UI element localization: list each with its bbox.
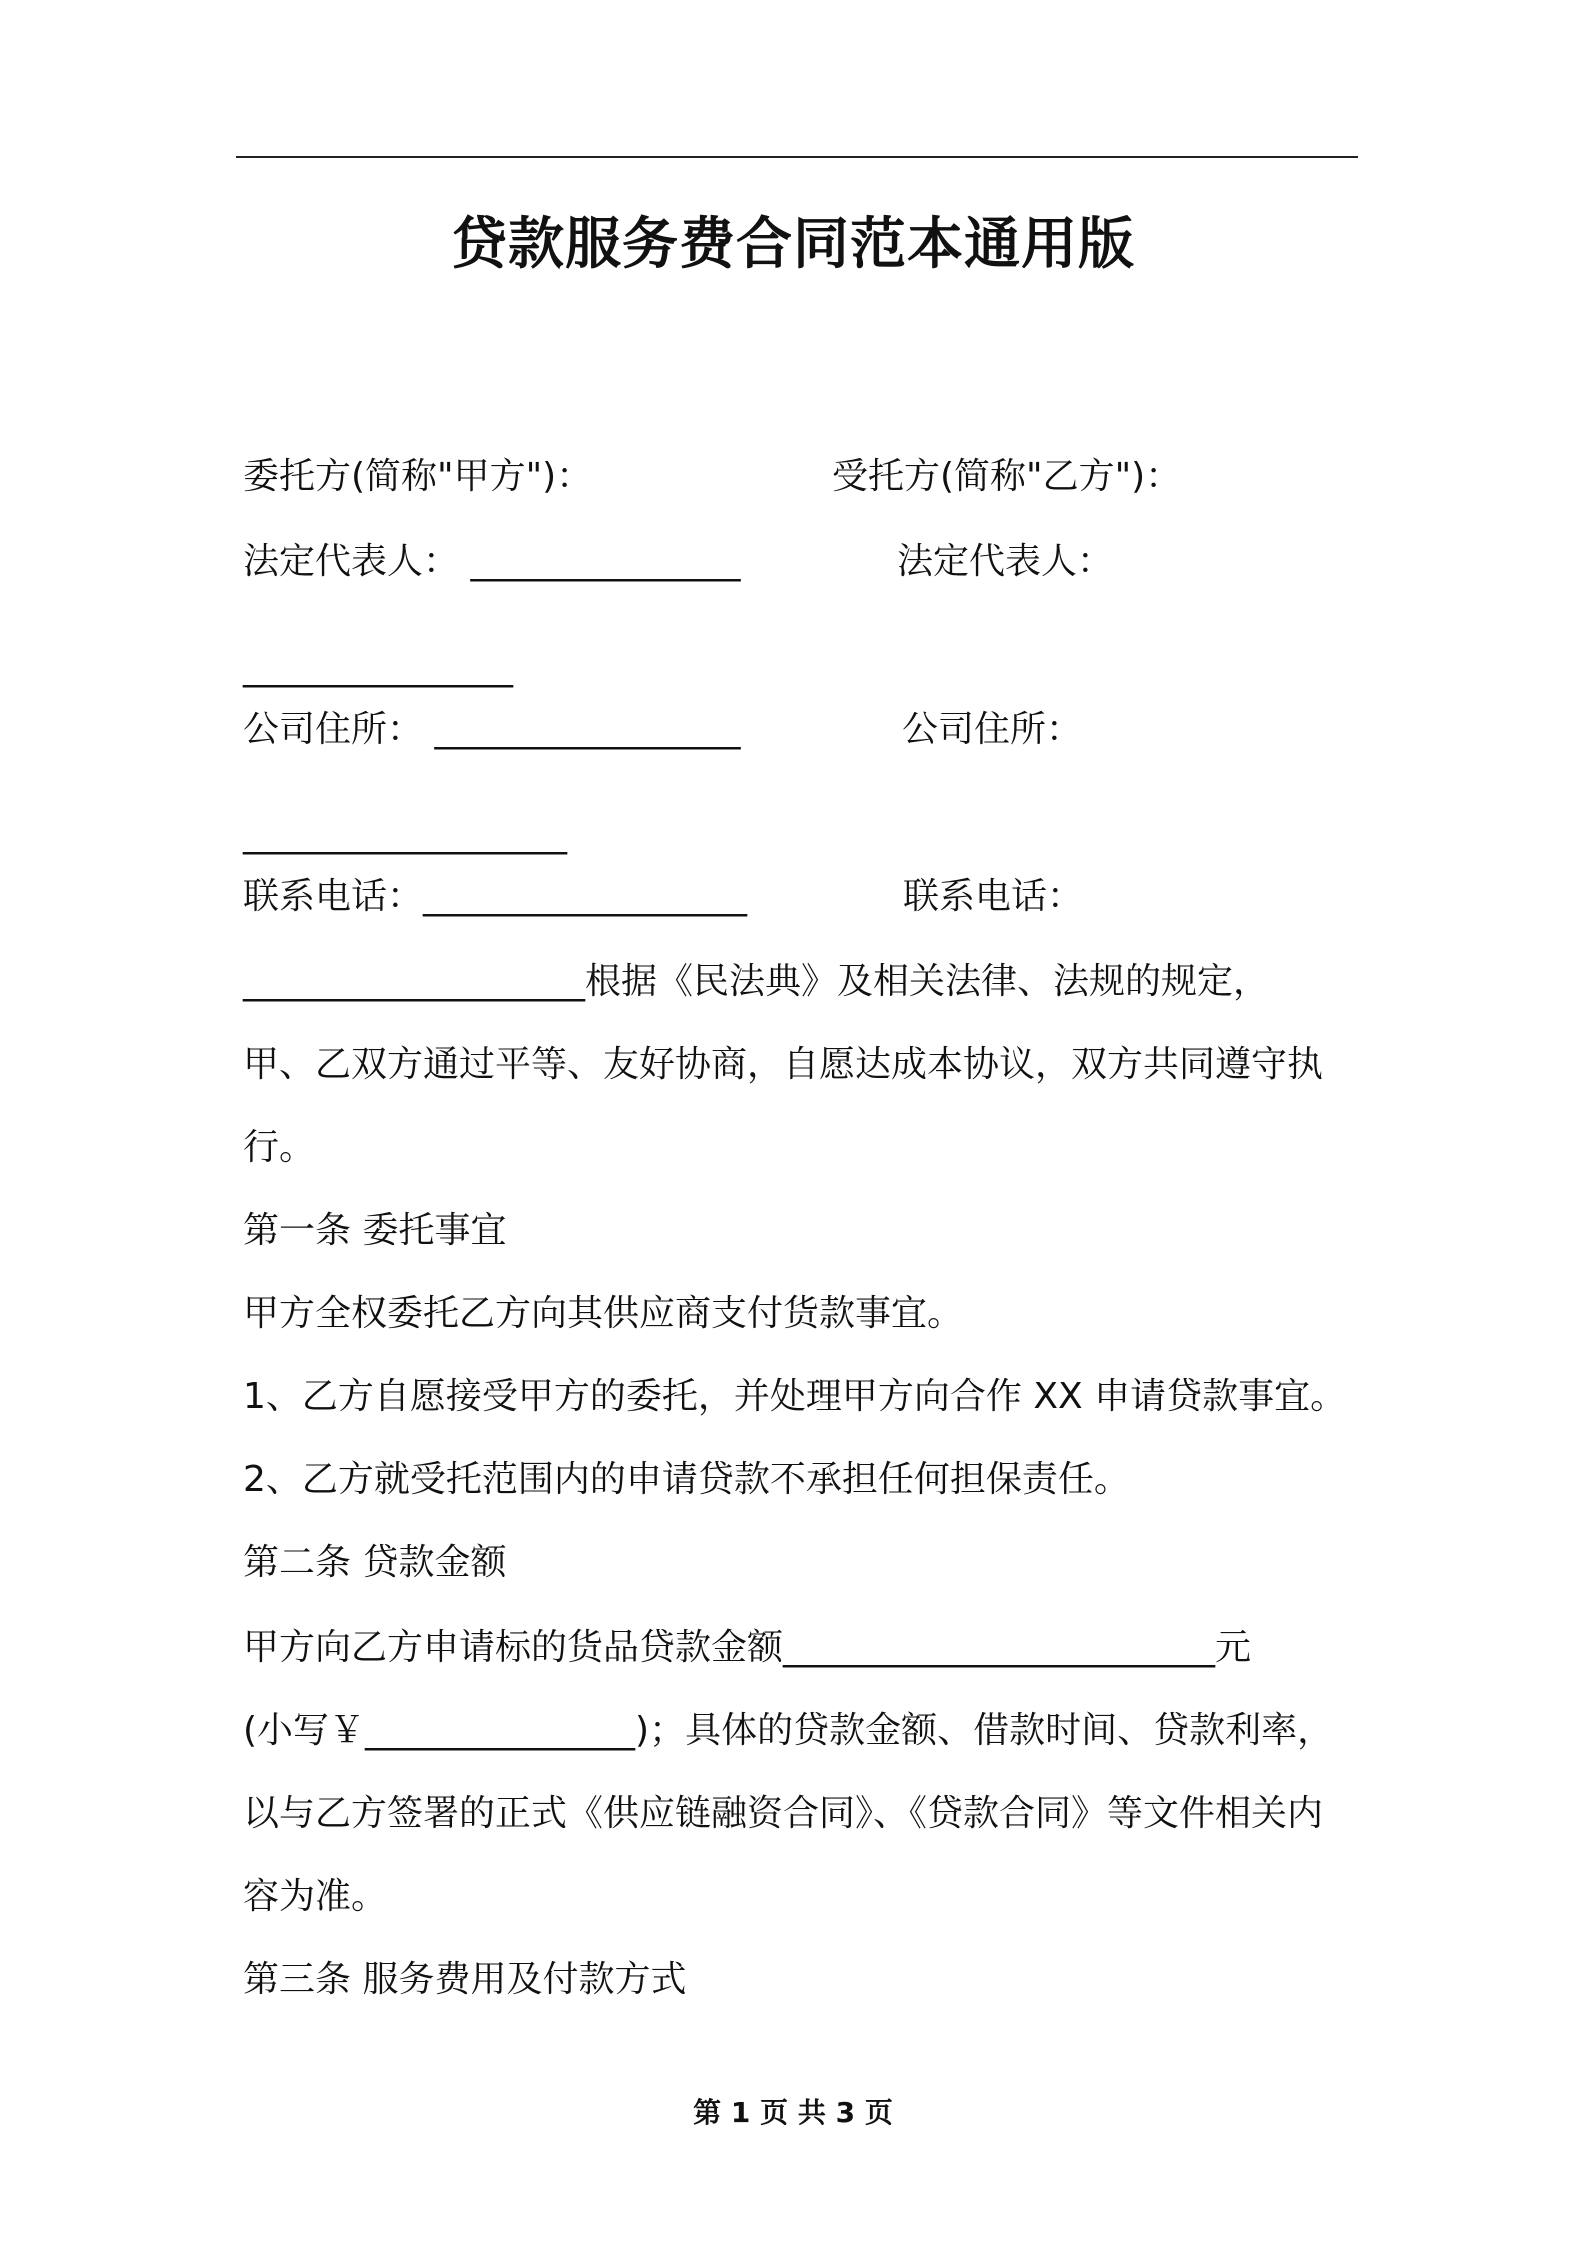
page-footer: 第 1 页 共 3 页 [693, 2096, 893, 2129]
intro-line-2: 甲、乙双方通过平等、友好协商，自愿达成本协议，双方共同遵守执 [243, 1044, 1324, 1085]
address-a: 公司住所： _________________ [243, 709, 741, 750]
article-2-line-2: (小写￥_______________)；具体的贷款金额、借款时间、贷款利率， [243, 1710, 1334, 1751]
header-rule [236, 156, 1358, 158]
party-b-label: 受托方(简称"乙方")： [832, 456, 1182, 497]
party-a-label: 委托方(简称"甲方")： [243, 456, 593, 497]
phone-b: 联系电话： [903, 876, 1084, 917]
intro-line-1: ___________________根据《民法典》及相关法律、法规的规定， [243, 961, 1270, 1002]
legal-rep-b: 法定代表人： [897, 541, 1114, 582]
document-title: 贷款服务费合同范本通用版 [451, 212, 1135, 277]
article-3-heading: 第三条 服务费用及付款方式 [243, 1959, 687, 2000]
phone-a: 联系电话：__________________ [243, 876, 748, 917]
article-2-line-4: 容为准。 [243, 1876, 388, 1917]
article-1-paragraph: 甲方全权委托乙方向其供应商支付货款事宜。 [243, 1293, 964, 1334]
article-2-line-3: 以与乙方签署的正式《供应链融资合同》、《贷款合同》等文件相关内 [243, 1793, 1324, 1834]
legal-rep-b-blank: _______________ [243, 647, 513, 688]
article-2-line-1: 甲方向乙方申请标的货品贷款金额________________________元 [243, 1627, 1252, 1668]
intro-line-3: 行。 [243, 1127, 316, 1168]
address-b: 公司住所： [902, 709, 1083, 750]
article-1-heading: 第一条 委托事宜 [243, 1210, 507, 1251]
address-b-blank: __________________ [243, 814, 567, 855]
article-1-item-2: 2、乙方就受托范围内的申请贷款不承担任何担保责任。 [243, 1459, 1130, 1500]
legal-rep-a: 法定代表人： _______________ [243, 541, 741, 582]
article-1-item-1: 1、乙方自愿接受甲方的委托，并处理甲方向合作 XX 申请贷款事宜。 [243, 1376, 1347, 1417]
article-2-heading: 第二条 贷款金额 [243, 1542, 507, 1583]
